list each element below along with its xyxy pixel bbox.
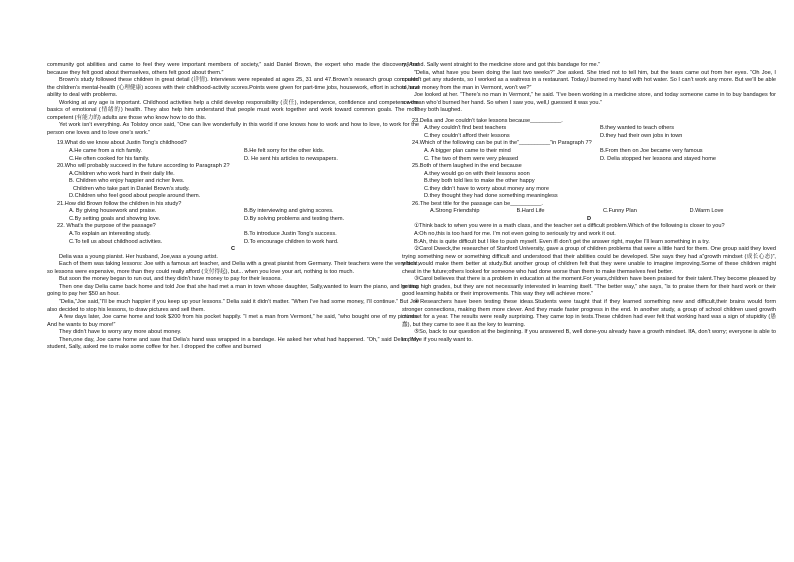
option-d: D. He sent his articles to newspapers. [244,155,338,162]
left-column [47,62,419,352]
option-a: A. A bigger plan came to their mind [424,148,511,155]
options-row [47,156,419,164]
paragraph: A few days later, Joe came home and took $200 from his pocket happily. “I met a man from Vermont,” he said, “who bought one of my pictures. And he wants to buy more!” [47,314,419,328]
option-c: C.they didn’t have to worry about money any more [424,185,549,192]
paragraph: my hand. Sally went straight to the medicine store and got this bandage for me.” [402,62,601,68]
options-row [402,148,776,156]
options-row [47,216,419,224]
paragraph: A:Oh no,this is too hard for me. I’m not even going to seriously try and work it out. [414,231,616,238]
question-23: 23.Delia and Joe couldn’t take lessons because__________. [412,117,563,124]
option-a: A.Strong Friendship [430,208,480,215]
option-d: D.they had their own jobs in town [600,132,683,139]
option-c: C.He often cooked for his family. [69,155,150,162]
paragraph: “Delia, what have you been doing the last two weeks?” Joe asked. She tried not to tell him, but the tears came out from her eyes. “Oh Joe, I couldn’t get any students, so I worked as a waitress in a restaurant. Today,I burned my hand with hot water. So I can’t work any more. But we’ll be able to have money from the man in Vermont, won’t we?” [402,69,776,91]
option-a: A.To explain an interesting study. [69,231,151,238]
paragraph: Joe looked at her. “There’s no man in Vermont,” he said. “I’ve been working in a medicine store, and today someone came in to buy bandages for a woman who’d burned her hand. So when I saw you, well,I guessed it was you.” [402,92,776,106]
option-b: B.To introduce Justin Tong's success. [244,231,337,238]
question-24: 24.Which of the following can be put in the“__________”in Paragraph 7? [412,140,592,147]
question-20: 20.Who will probably succeed in the future according to Paragraph 2? [57,163,230,170]
paragraph: Working at any age is important. Childhood activities help a child develop responsibility (责任), independence, confidence and competence-the basics of emotional (情绪的) health. They also help him understand that people must work together and work toward common goals. The most competent (有能力的) adults are those who know how to do this. [47,99,419,121]
paragraph: ②Carol Dweck,the researcher of Stanford University, gave a group of children problems that were a little hard for them. One group said they loved trying something new or something difficult and understood that their abilities could be developed. She says they had a“growth mindset (成长心态)”, which would make them better at study.But another group of children felt that they were unable to imagine improving.Some of these children might cheat in the future;others looked for someone who had done worse than them to make themselves feel better. [402,246,776,275]
paragraph: B:Ah, this is quite difficult but I like to push myself. Even ifI don’t get the answer right, maybe I’ll learn something in a try. [414,238,710,245]
options-row [47,148,419,156]
option-c: C.To tell us about childhood activities. [69,238,163,245]
options-row [402,133,776,141]
paragraph: ④Researchers have been testing these ideas.Students were taught that if they learned something new and difficult,their brains would form stronger connections, making them more clever. And they made faster progress in the end. In another study, a group of school children used growth mindset for a year. The results were really surprising. They came top in tests.These children had ever felt that working hard was a sign of stupidity (愚蠢), but they came to see it as the key to learning. [402,298,776,328]
paragraph: Then one day Delia came back home and told Joe that she had met a man in town whose daughter, Sally,wanted to learn the piano, and he was going to pay her $50 an hour. [47,283,419,298]
option-c: C. The two of them were very pleased [424,155,519,162]
paragraph: Then,one day, Joe came home and saw that Delia’s hand was wrapped in a bandage. He asked her what had happened. “Oh,” said Delia. “My student, Sally, asked me to make some coffee for her. I dropped the coffee and burned [47,336,419,351]
options-row [47,239,419,247]
option-c: C.By setting goals and showing love. [69,215,161,222]
option-d: D.By solving problems and testing them. [244,215,345,222]
paragraph: They didn’t have to worry any more about money. [59,329,182,336]
paragraph: “Delia,”Joe said,“I’ll be much happier if you keep up your lessons.” Delia said it didn’t matter. “When I’ve had some money, I’ll continue.” But Joe also decided to stop his lessons, to draw pictures and sell them. [47,298,419,313]
paragraph: ①Think back to when you were in a math class, and the teacher set a difficult problem.Which of the following is closer to you? [414,223,725,230]
question-25: 25.Both of them laughed in the end because [412,163,522,170]
paragraph: Delia was a young pianist. Her husband, Joe,was a young artist. [59,253,218,260]
paragraph: Each of them was taking lessons: Joe with a famous art teacher, and Delia with a great pianist from Germany. Their teachers were the very best, so lessons were expensive, more than they could really afford (支付得起), but... when you love your art, nothing is too much. [47,261,419,275]
option-d: D.Children who feel good about people around them. [69,193,201,200]
option-c: Children who take part in Daniel Brown’s study. [73,185,190,192]
option-a: A.they couldn't find best teachers [424,125,507,132]
section-d-heading: D [586,215,592,222]
paragraph: community got abilities and came to feel they were important members of society,” said Daniel Brown, the expert who made the discovery.“And because they felt good about themselves, others felt good about them.” [47,62,419,76]
option-b: B.By interviewing and giving scores. [244,208,334,215]
options-row [402,208,776,216]
paragraph: But soon the money began to run out, and they didn’t have money to pay for their lessons. [59,276,282,283]
option-b: B.He felt sorry for the other kids. [244,148,325,155]
question-26: 26.The best title for the passage can be__________. [412,200,543,207]
option-a: A.they would go on with their lessons soon [424,170,530,177]
option-a: A.Children who work hard in their daily life. [69,170,175,177]
option-c: C.they couldn’t afford their lessons [424,132,510,139]
paragraph: Yet work isn't everything. As Tolstoy once said, “One can live wonderfully in this world if one knows how to work and how to love, to work for the person one loves and to love one’s work.” [47,122,419,136]
right-column [402,62,776,344]
option-d: D.Warm Love [689,208,724,215]
options-row [47,208,419,216]
section-c-heading: C [230,246,236,253]
option-c: C.Funny Plan [603,208,637,215]
paragraph: ③Carol believes that there is a problem in education at the moment.For years,children have been praised for their talent.They become pleased by getting high grades, but they are not necessarily interested in learning itself. “The better way,” she says, “is to praise them for their hard work or their good learning habits or their improvements. This way they will achieve more.” [402,276,776,298]
paragraph: They both laughed. [414,107,462,114]
option-b: B.they both told lies to make the other happy [424,178,535,185]
option-d: D. Delia stopped her lessons and stayed home [600,155,716,162]
question-19: 19.What do we know about Justin Tong’s childhood? [57,140,187,147]
option-b: B. Children who enjoy happier and richer lives. [69,178,185,185]
option-b: B.From then on Joe became very famous [600,148,703,155]
question-21: 21.How did Brown follow the children in his study? [57,200,182,207]
option-b: B.they wanted to teach others [600,125,675,132]
options-row [402,125,776,133]
option-a: A. By giving housework and praise. [69,208,157,215]
question-22: 22. What’s the purpose of the passage? [57,223,156,230]
option-a: A.He came from a rich family. [69,148,142,155]
options-row [402,156,776,164]
options-row [47,231,419,239]
option-b: B.Hard Life [516,208,545,215]
paragraph: Brown’s study followed these children in great detail (详情). Interviews were repeated at ages 25, 31 and 47.Brown’s research group compared the children’s mental-health (心理健康) scores with their childhood-activity scores.Points were given for part-time jobs, housework, effort in school, and ability to deal with problems. [47,77,419,99]
paragraph: ⑤So, back to our question at the beginning. If you answered B, well done-you already have a growth mindset. IfA, don’t worry; everyone is able to improve if you really want to. [402,329,776,343]
option-d: D.they thought they had done something meaningless [424,193,558,200]
option-d: D.To encourage children to work hard. [244,238,339,245]
